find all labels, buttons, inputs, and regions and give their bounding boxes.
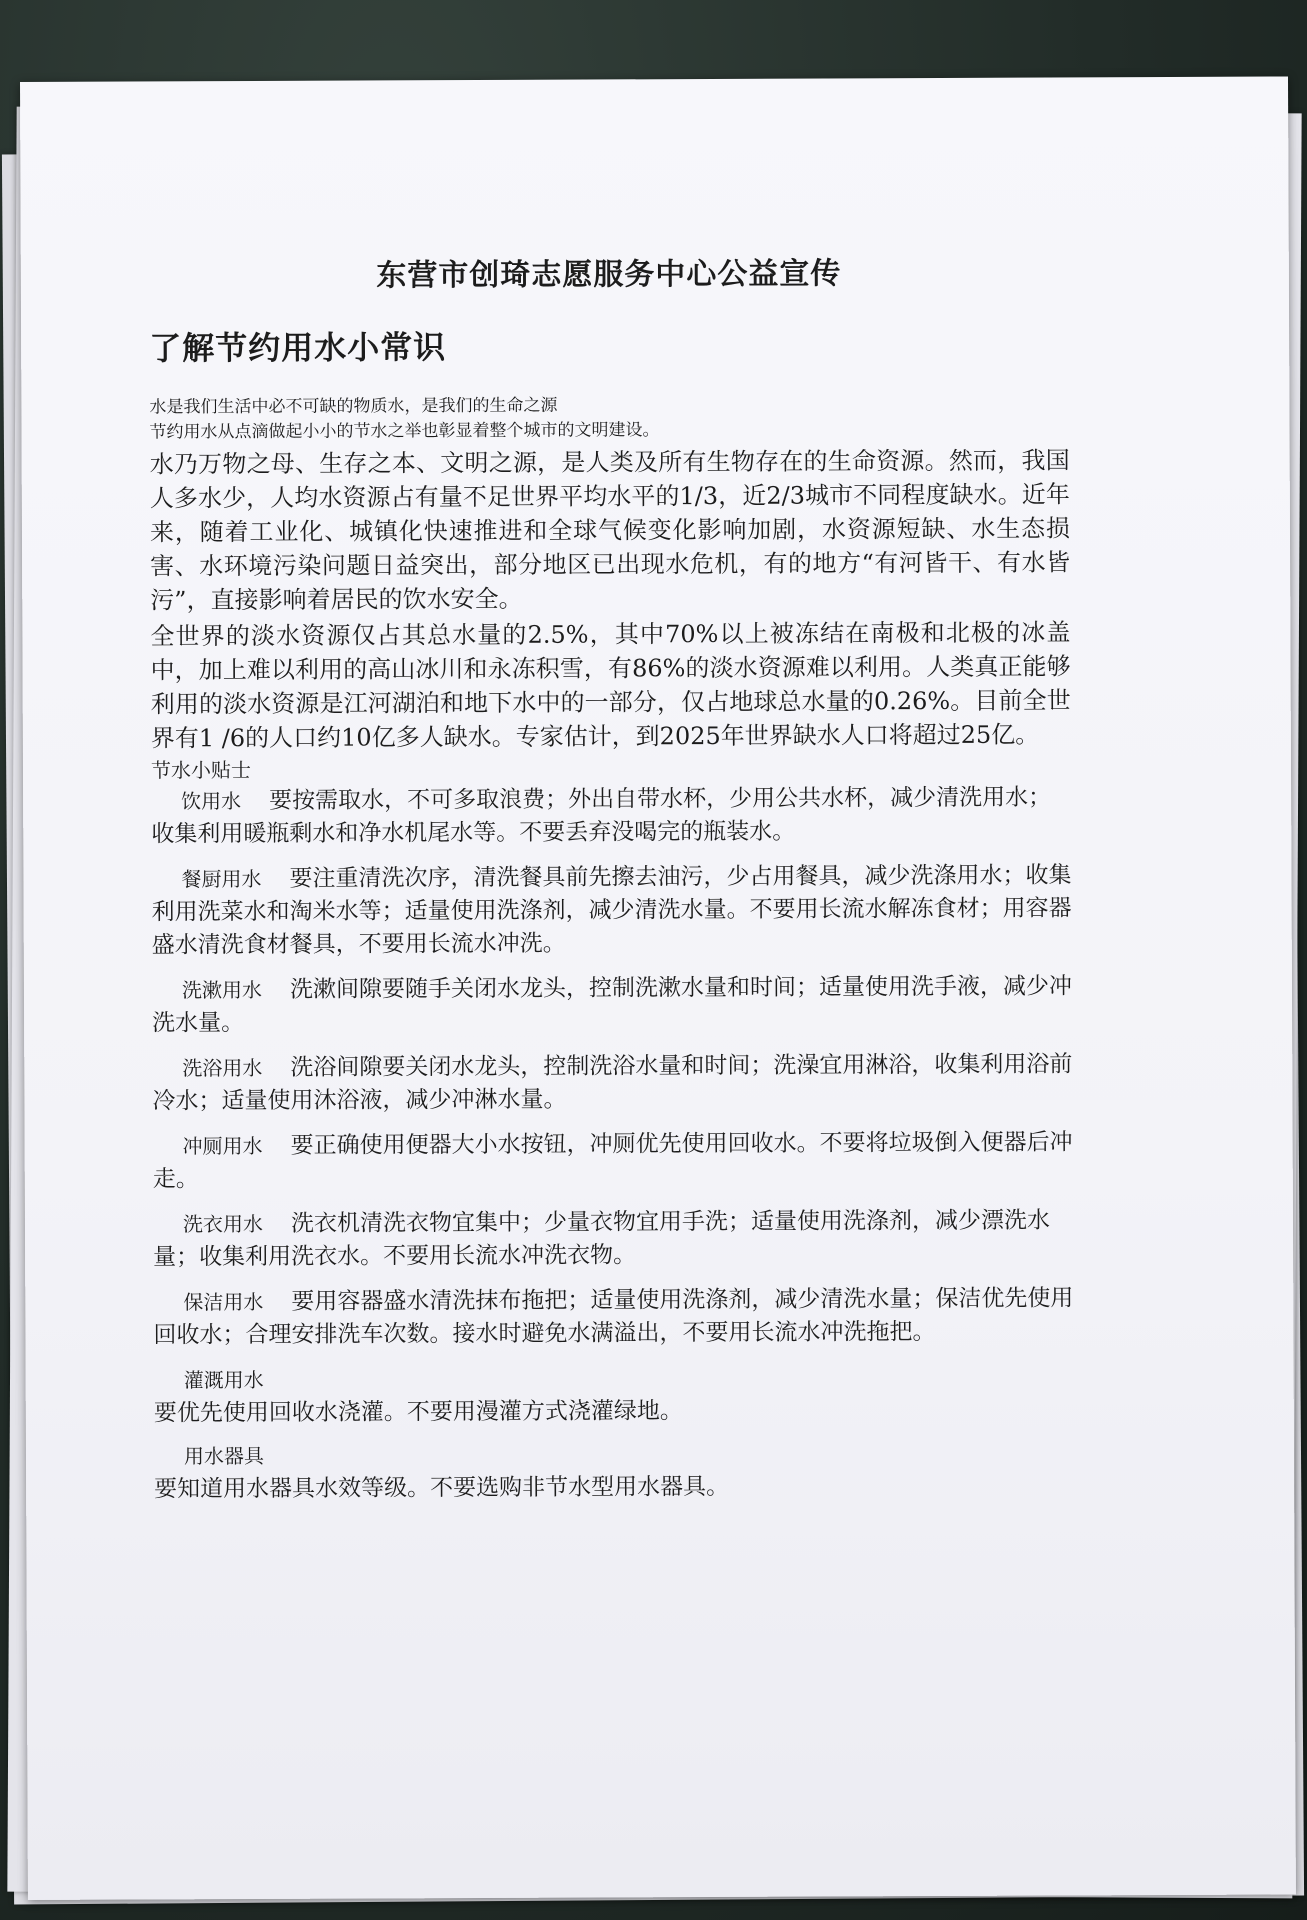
irrigation-label: 灌溉用水 <box>183 1367 264 1393</box>
paragraph-water-importance: 水乃万物之母、生存之本、文明之源，是人类及所有生物存在的生命资源。然而，我国人多水少，人均水资源占有量不足世界平均水平的1/3，近2/3城市不同程度缺水。近年来，随着工业化、城镇化快速推进和全球气候变化影响加剧，水资源短缺、水生态损害、水环境污染问题日益突出，部分地区已出现水危机，有的地方“有河皆干、有水皆污”，直接影响着居民的饮水安全。 <box>149 446 1071 615</box>
tip-text: 洗漱间隙要随手关闭水龙头，控制洗漱水量和时间；适量使用洗手液，减少冲洗水量。 <box>152 973 1073 1037</box>
tip-text: 要按需取水，不可多取浪费；外出自带水杯，少用公共水杯，减少清洗用水；收集利用暖瓶剩水和净水机尾水等。不要丢弃没喝完的瓶装水。 <box>151 784 1052 848</box>
tip-washing-water <box>152 970 1072 1040</box>
tip-label: 洗漱用水 <box>181 977 263 1003</box>
tip-cleaning-water <box>153 1282 1073 1352</box>
tip-text: 要用容器盛水清洗抹布拖把；适量使用洗涤剂，减少清洗水量；保洁优先使用回收水；合理安排洗车次数。接水时避免水满溢出，不要用长流水冲洗拖把。 <box>153 1285 1074 1349</box>
tip-text: 要正确使用便器大小水按钮，冲厕优先使用回收水。不要将垃圾倒入便器后冲走。 <box>152 1129 1073 1193</box>
section-heading: 了解节约用水小常识 <box>149 328 447 368</box>
tip-text: 洗浴间隙要关闭水龙头，控制洗浴水量和时间；洗澡宜用淋浴，收集利用浴前冷水；适量使用沐浴液，减少冲淋水量。 <box>152 1051 1073 1115</box>
appliances-label: 用水器具 <box>183 1443 265 1469</box>
tip-label: 餐厨用水 <box>181 866 262 892</box>
tips-title: 节水小贴士 <box>150 757 252 783</box>
appliances-text: 要知道用水器具水效等级。不要选购非节水型用水器具。 <box>154 1473 730 1503</box>
tip-kitchen-water <box>151 859 1071 962</box>
tip-laundry-water <box>153 1204 1073 1274</box>
tip-label: 洗衣用水 <box>182 1211 264 1237</box>
tip-toilet-water <box>153 1126 1073 1196</box>
paragraph-fresh-water-stats: 全世界的淡水资源仅占其总水量的2.5%，其中70%以上被冻结在南极和北极的冰盖中，加上难以利用的高山冰川和永冻积雪，有86%的淡水资源难以利用。人类真正能够利用的淡水资源是江河湖泊和地下水中的一部分，仅占地球总水量的0.26%。目前全世界有1 /6的人口约10亿多人缺水。专家估计，到2025年世界缺水人口将超过25亿。 <box>150 618 1071 753</box>
document-body <box>149 247 1075 1516</box>
tip-label: 洗浴用水 <box>182 1055 263 1081</box>
document-title: 东营市创琦志愿服务中心公益宣传 <box>376 256 842 294</box>
tip-label: 保洁用水 <box>183 1289 264 1315</box>
tip-label: 饮用水 <box>181 789 242 814</box>
tip-drinking-water <box>151 781 1071 851</box>
paper-sheet <box>20 76 1296 1900</box>
irrigation-text: 要优先使用回收水浇灌。不要用漫灌方式浇灌绿地。 <box>153 1398 683 1427</box>
tip-label: 冲厕用水 <box>182 1133 263 1159</box>
tip-text: 洗衣机清洗衣物宜集中；少量衣物宜用手洗；适量使用洗涤剂，减少漂洗水量；收集利用洗衣水。不要用长流水冲洗衣物。 <box>153 1207 1051 1271</box>
tip-text: 要注重清洗次序，清洗餐具前先擦去油污，少占用餐具，减少洗涤用水；收集利用洗菜水和淘米水等；适量使用洗涤剂，减少清洗水量。不要用长流水解冻食材；用容器盛水清洗食材餐具，不要用长流水冲洗。 <box>151 862 1072 959</box>
intro-line-2: 节约用水从点滴做起小小的节水之举也彰显着整个城市的文明建设。 <box>149 420 660 443</box>
intro-line-1: 水是我们生活中必不可缺的物质水，是我们的生命之源 <box>149 395 558 418</box>
tip-bathing-water <box>152 1048 1072 1118</box>
